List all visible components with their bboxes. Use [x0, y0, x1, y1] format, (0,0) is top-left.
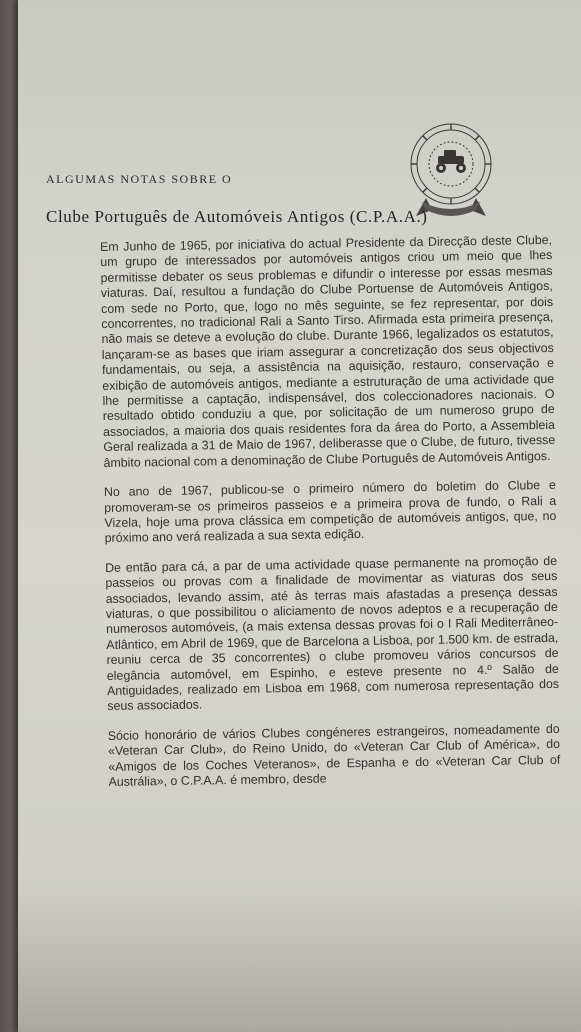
body-text — [100, 233, 561, 804]
paragraph-4: Sócio honorário de vários Clubes congéneres estrangeiros, nomeadamente do «Veteran Car Club», do Reino Unido, do «Veteran Car Club of América», do «Amigos de los Coches Veteranos», de Espanha e do «Veteran Car Club of Austrália», o C.P.A.A. é membro, desde — [107, 721, 561, 789]
document-title: Clube Português de Automóveis Antigos (C.P.A.A.) — [46, 207, 428, 226]
section-heading: ALGUMAS NOTAS SOBRE O — [46, 172, 233, 186]
club-emblem-icon — [396, 112, 506, 222]
paragraph-2: No ano de 1967, publicou-se o primeiro número do boletim do Clube e promoveram-se os primeiros passeios e a primeira prova de fundo, o Rali a Vizela, hoje uma prova clássica em competição de automóveis antigos, que, no próximo ano verá realizada a sua sexta edição. — [103, 477, 557, 546]
paragraph-3: De então para cá, a par de uma actividade quase permanente na promoção de passeios ou provas com a finalidade de movimentar as viaturas dos seus associados, levando assim, até às terras mais afastadas a presença dessas viaturas, o que possibilitou o aliciamento de novos adeptos e a recuperação de numerosos automóveis, (a mais extensa dessas provas foi o I Rali Mediterrâneo-Atlântico, em Abril de 1969, que de Barcelona a Lisboa, por 1.500 km. de estrada, reuniu cerca de 35 concorrentes) o clube promoveu vários concursos de elegância automóvel, em Espinho, e esteve presente no 4.º Salão de Antiguidades, realizado em Lisboa em 1968, com numerosa representação dos seus associados. — [105, 553, 560, 714]
document-page — [18, 0, 581, 1032]
paragraph-1: Em Junho de 1965, por iniciativa do actual Presidente da Direcção deste Clube, um grupo de interessados por automóveis antigos criou um meio que lhes permitisse debater os seus problemas e difundir o interesse por essas mesmas viaturas. Daí, resultou a fundação do Clube Portuense de Automóveis Antigos, com sede no Porto, que, logo no mês seguinte, se fez representar, por dois concorrentes, no tradicional Rali a Santo Tirso. Afirmada esta primeira presença, não mais se deteve a evolução do clube. Durante 1966, legalizados os estatutos, lançaram-se as bases que iriam assegurar a concretização dos seus objectivos fundamentais, ou seja, a assistência na aquisição, restauro, conservação e exibição de automóveis antigos, mediante a estruturação de uma actividade que lhe permitisse a captação, indispensável, dos coleccionadores nacionais. O resultado obtido conduziu a que, por solicitação de um numeroso grupo de associados, a maioria dos quais residentes fora da área do Porto, a Assembleia Geral realizada a 31 de Maio de 1967, deliberasse que o Clube, de futuro, tivesse âmbito nacional com a denominação de Clube Português de Automóveis Antigos. — [100, 232, 556, 470]
page-shadow — [18, 892, 581, 1032]
